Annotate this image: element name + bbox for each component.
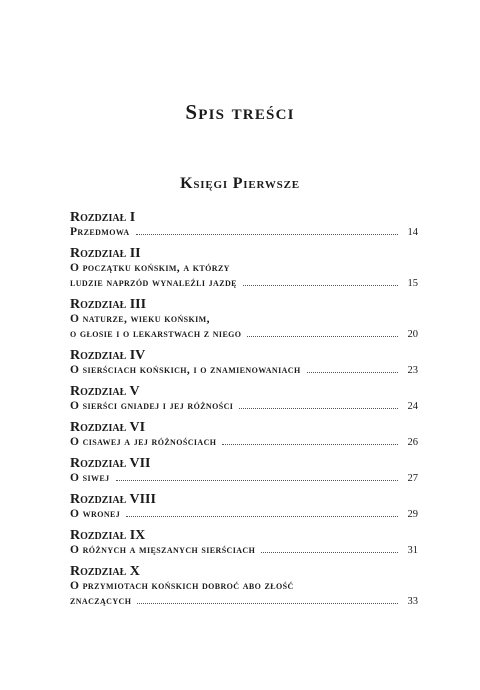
page-number: 24 — [407, 401, 418, 412]
page-number: 26 — [407, 437, 418, 448]
chapter-title-line — [70, 276, 418, 291]
chapter-title: O wronej — [70, 508, 121, 520]
table-of-contents — [70, 210, 418, 615]
chapter-title-line — [70, 225, 418, 240]
page-number: 27 — [407, 473, 418, 484]
chapter-title-line — [70, 399, 418, 414]
chapter-title-line — [70, 261, 418, 276]
dot-leader — [126, 516, 398, 517]
chapter-title: ludzie naprzód wynaleźli jazdę — [70, 277, 237, 289]
chapter-heading: Rozdział II — [70, 246, 141, 261]
chapter-title: O naturze, wieku końskim, — [70, 313, 210, 325]
chapter-title-line — [70, 312, 418, 327]
chapter-title: znaczących — [70, 595, 132, 607]
chapter-heading: Rozdział VIII — [70, 492, 156, 507]
chapter-title: O przymiotach końskich dobroć abo złość — [70, 580, 294, 592]
page-title: Spis treści — [185, 100, 295, 124]
toc-entry — [70, 528, 418, 558]
chapter-title: O sierści gniadej i jej różności — [70, 400, 234, 412]
chapter-title: O cisawej a jej różnościach — [70, 436, 217, 448]
toc-entry — [70, 456, 418, 486]
dot-leader — [239, 408, 398, 409]
dot-leader — [307, 372, 398, 373]
dot-leader — [247, 336, 398, 337]
chapter-heading: Rozdział III — [70, 297, 147, 312]
chapter-heading: Rozdział IV — [70, 348, 146, 363]
dot-leader — [116, 480, 398, 481]
chapter-title-line — [70, 363, 418, 378]
toc-entry — [70, 384, 418, 414]
chapter-heading: Rozdział I — [70, 210, 136, 225]
chapter-title: Przedmowa — [70, 226, 130, 238]
toc-entry — [70, 210, 418, 240]
chapter-title-line — [70, 435, 418, 450]
chapter-title: O sierściach końskich, i o znamienowaniach — [70, 364, 301, 376]
page-number: 20 — [407, 329, 418, 340]
toc-entry — [70, 492, 418, 522]
toc-entry — [70, 246, 418, 291]
dot-leader — [261, 552, 398, 553]
chapter-title-line — [70, 579, 418, 594]
toc-entry — [70, 420, 418, 450]
chapter-title-line — [70, 507, 418, 522]
dot-leader — [137, 603, 398, 604]
toc-entry — [70, 297, 418, 342]
chapter-title: O siwej — [70, 472, 110, 484]
page-number: 33 — [407, 596, 418, 607]
chapter-heading: Rozdział X — [70, 564, 140, 579]
page-number: 31 — [407, 545, 418, 556]
chapter-heading: Rozdział VII — [70, 456, 151, 471]
section-title: Księgi Pierwsze — [180, 175, 300, 192]
dot-leader — [136, 234, 398, 235]
page-number: 23 — [407, 365, 418, 376]
chapter-title-line — [70, 543, 418, 558]
toc-entry — [70, 348, 418, 378]
dot-leader — [243, 285, 398, 286]
chapter-heading: Rozdział IX — [70, 528, 146, 543]
page-number: 14 — [407, 227, 418, 238]
dot-leader — [222, 444, 398, 445]
chapter-heading: Rozdział VI — [70, 420, 146, 435]
chapter-title: O początku końskim, a którzy — [70, 262, 230, 274]
chapter-title-line — [70, 594, 418, 609]
toc-entry — [70, 564, 418, 609]
chapter-title: O różnych a mięszanych sierściach — [70, 544, 256, 556]
chapter-title: o głosie i o lekarstwach z niego — [70, 328, 242, 340]
chapter-heading: Rozdział V — [70, 384, 140, 399]
chapter-title-line — [70, 471, 418, 486]
chapter-title-line — [70, 327, 418, 342]
page-number: 15 — [407, 278, 418, 289]
page-number: 29 — [407, 509, 418, 520]
